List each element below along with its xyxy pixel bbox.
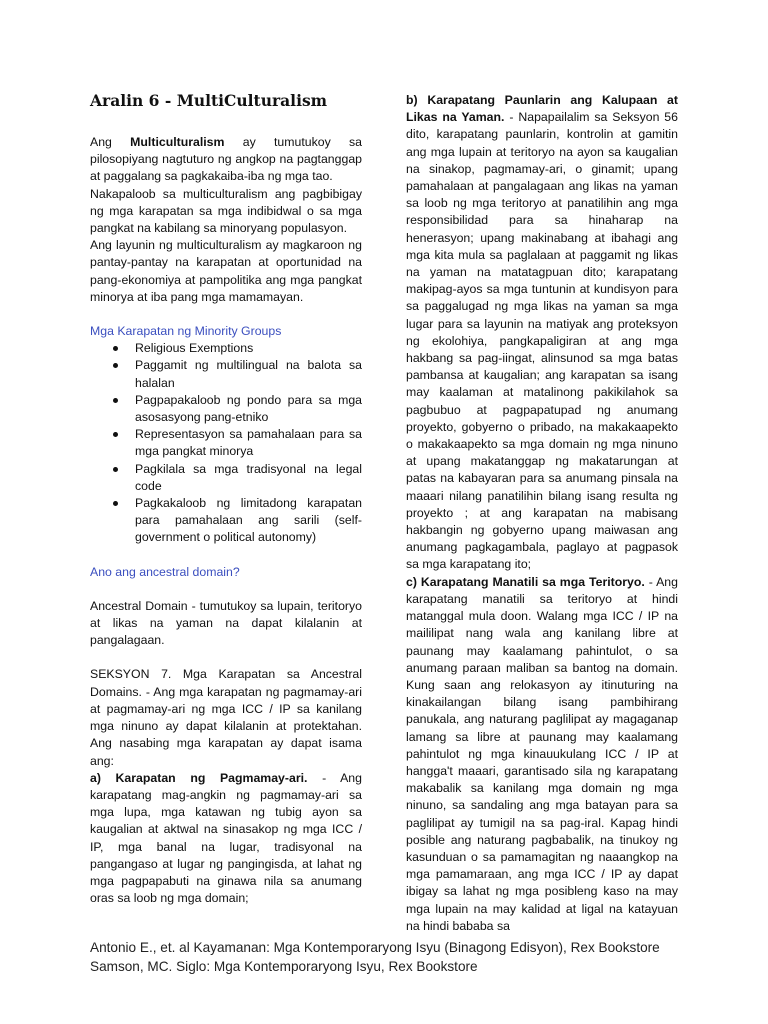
right-a-text: - Ang karapatang mag-angkin ng pagmamay-ari sa mga lupa, mga katawan ng tubig ayon sa kaugalian at aktwal na sinasakop ng mga ICC / IP, mga banal na lugar, tradisyonal na pangangaso at lugar ng pangingisda, at lahat ng mga pagpapabuti na ginawa nila sa anumang oras sa loob ng mga domain; [90,770,362,906]
right-b-heading: b) Karapatang Paunlarin ang Kalupaan at Likas na Yaman. [406,93,678,125]
ancestral-definition: Ancestral Domain - tumutukoy sa lupain, teritoryo at likas na yaman na dapat kilalanin at pangalagaan. [90,598,362,648]
list-item: Representasyon sa pamahalaan para sa mga pangkat minorya [90,426,362,460]
right-a-paragraph [90,770,362,908]
intro-paragraph-2: Nakapaloob sa multiculturalism ang pagbibigay ng mga karapatan sa mga indibidwal o sa mga pangkat na kabilang sa minoryang populasyon. [90,186,362,236]
page-title: Aralin 6 - MultiCulturalism [90,91,328,110]
right-c-paragraph [406,574,678,935]
left-column [90,90,362,907]
ancestral-heading: Ano ang ancestral domain? [90,564,240,579]
right-c-text: - Ang karapatang manatili sa teritoryo at hindi matanggal mula doon. Walang mga ICC / IP na maililipat nang wala ang kanilang libre at paunang may kaalamang pahintulot, o sa anumang paraan maliban sa bantog na domain. Kung saan ang relokasyon ay itinuturing na kinakailangan bilang isang pambihirang panukala, ang naturang paglilipat ay magaganap lamang sa libre at paunang may kaalamang pahintulot ng mga kinauukulang ICC / IP at hangga't maaari, garantisado sila ng karapatang makabalik sa kanilang mga domain ng mga ninuno, sa sandaling ang mga batayan para sa paglilipat ay tumigil na sa pag-iral. Kapag hindi posible ang naturang pagbabalik, na tinukoy ng kasunduan o sa pamamagitan ng naaangkop na mga pamamaraan, ang mga ICC / IP ay dapat ibigay sa lahat ng mga posibleng kaso na may mga lupain na may kalidad at ligal na katayuan na hindi bababa sa [406,574,678,933]
list-item: Pagpapakaloob ng pondo para sa mga asosasyong pang-etniko [90,392,362,426]
list-item: Paggamit ng multilingual na balota sa halalan [90,357,362,391]
intro-paragraph-3: Ang layunin ng multiculturalism ay magkaroon ng pantay-pantay na karapatan at oportunidad na pang-ekonomiya at pampolitika ang mga pangkat minorya at iba pang mga mamamayan. [90,238,362,304]
list-item: Pagkilala sa mga tradisyonal na legal code [90,461,362,495]
intro-paragraph-1 [90,134,362,186]
intro-rest: ay tumutukoy sa pilosopiyang nagtuturo ng angkop na pagtanggap at paggalang sa pagkakaiba-iba ng mga tao. [90,135,362,184]
list-item: Pagkakaloob ng limitadong karapatan para pamahalaan ang sarili (self-government o political autonomy) [90,495,362,547]
references [90,938,730,976]
seksyon-7-paragraph: SEKSYON 7. Mga Karapatan sa Ancestral Domains. - Ang mga karapatan ng pagmamay-ari at pagmamay-ari ng mga ICC / IP sa kanilang mga ninuno ay dapat kilalanin at protektahan. Ang nasabing mga karapatan ay dapat isama ang: [90,667,362,768]
reference-item: Antonio E., et. al Kayamanan: Mga Kontemporaryong Isyu (Binagong Edisyon), Rex Bookstore [90,940,660,955]
list-item: Religious Exemptions [90,340,362,357]
rights-list [90,340,362,546]
right-b-paragraph [406,92,678,574]
reference-item: Samson, MC. Siglo: Mga Kontemporaryong Isyu, Rex Bookstore [90,959,478,974]
right-column [406,92,678,935]
intro-lead: Ang [90,135,112,149]
rights-heading: Mga Karapatan ng Minority Groups [90,324,282,339]
right-c-heading: c) Karapatang Manatili sa mga Teritoryo. [406,574,645,589]
multiculturalism-term: Multiculturalism [130,135,225,149]
right-a-heading: a) Karapatan ng Pagmamay-ari. [90,770,308,785]
right-b-text: - Napapailalim sa Seksyon 56 dito, karapatang paunlarin, kontrolin at gamitin ang mga lupain at teritoryo na ayon sa kaugalian na sinakop, pagmamay-ari, o ginamit; upang pamahalaan at pangalagaan ang likas na yaman sa loob ng mga teritoryo at panatilihin ang mga responsibilidad para sa hinaharap na henerasyon; upang makinabang at ibahagi ang mga kita mula sa paglalaan at paggamit ng likas na yaman na matatagpuan dito; karapatang makipag-ayos sa mga tuntunin at kundisyon para sa paggalugad ng mga likas na yaman sa mga lugar para sa layunin na matiyak ang proteksyon ng ekolohiya, pangkapaligiran at ang mga hakbang sa pag-iingat, alinsunod sa mga batas pambansa at kaugalian; ang karapatan sa isang may kaalaman at matalinong pakikilahok sa pagbubuo at pagpapatupad ng anumang proyekto, gobyerno o pribado, na makakaapekto o makakaapekto sa mga domain ng mga ninuno at upang makatanggap ng makatarungan at patas na kabayaran para sa anumang pinsala na maaari nilang panatilihin bilang isang resulta ng proyekto ; at ang karapatan na mabisang hakbangin ng gobyerno upang maiwasan ang anumang pagkagambala, paglayo at pagpasok sa mga karapatang ito; [406,110,678,572]
